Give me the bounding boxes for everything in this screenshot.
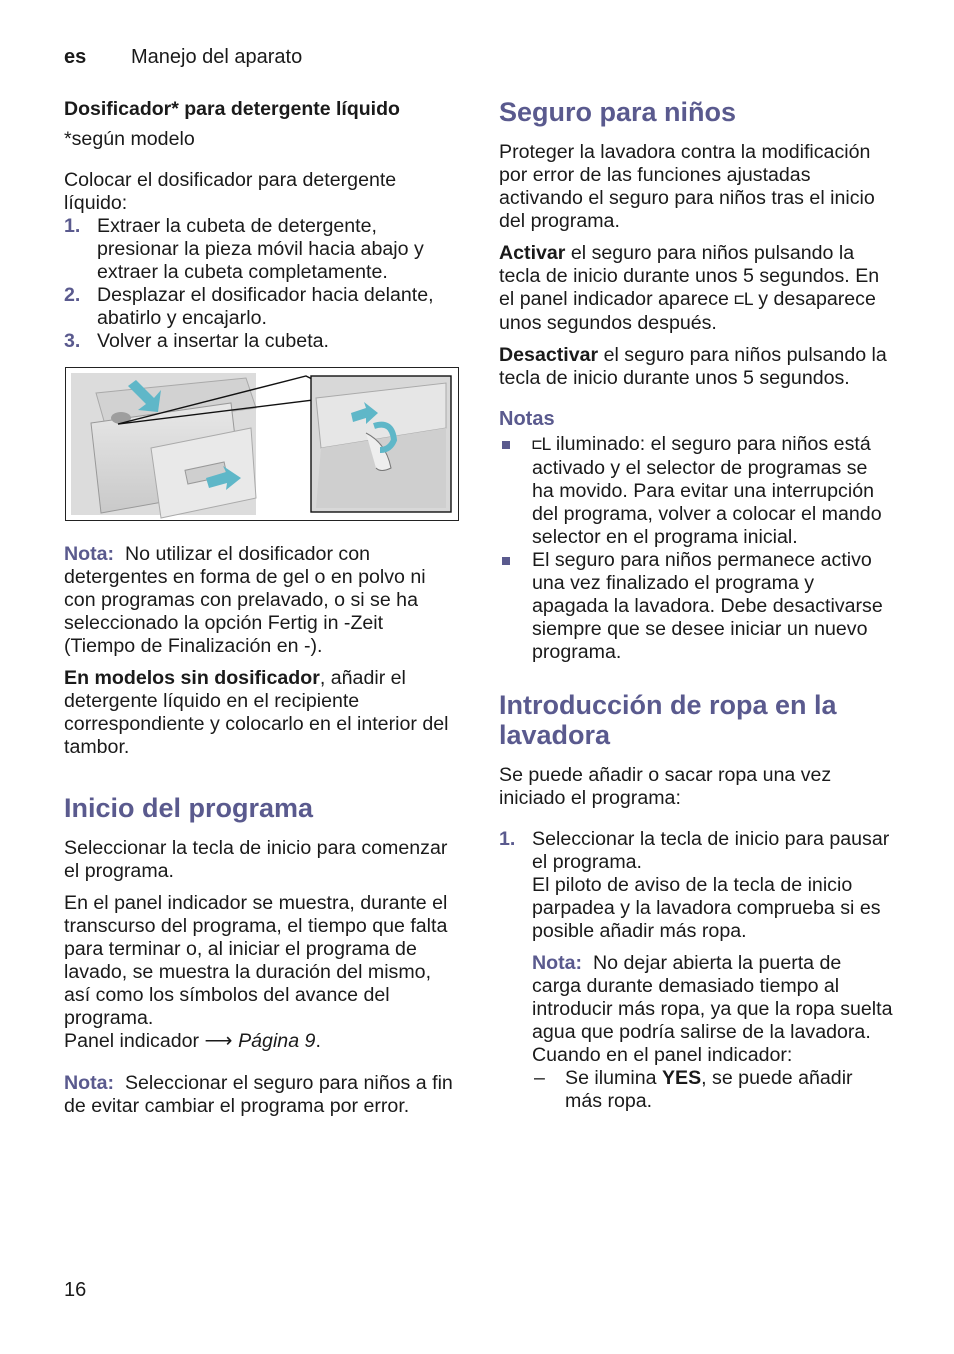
dosificador-steps — [64, 215, 459, 353]
dash-text: , se puede añadir más ropa. — [565, 1067, 853, 1112]
dash-text: Se ilumina — [565, 1067, 662, 1089]
sin-dosificador-paragraph — [64, 667, 459, 759]
paragraph-text: el seguro para niños pulsando la tecla de inicio durante unos 5 segundos. — [499, 344, 887, 389]
seguro-p1: Proteger la lavadora contra la modificación por error de las funciones ajustadas activando el seguro para niños tras el inicio del programa. — [499, 141, 875, 232]
segun-modelo-note: *según modelo — [64, 128, 195, 150]
left-column — [64, 98, 459, 353]
step-text: Seleccionar la tecla de inicio para pausar el programa. — [532, 828, 890, 873]
arrow-icon: ⟶ — [204, 1030, 233, 1052]
step-number: 1. — [64, 215, 81, 237]
bold-lead: Desactivar — [499, 344, 599, 366]
step-text: Desplazar el dosificador hacia delante, abatirlo y encajarlo. — [97, 284, 434, 329]
list-item — [499, 433, 894, 549]
step-number: 1. — [499, 828, 516, 850]
notas-heading: Notas — [499, 408, 555, 430]
inicio-heading: Inicio del programa — [64, 793, 314, 823]
paragraph-text: y desaparece unos segundos después. — [499, 288, 876, 334]
list-item — [64, 330, 459, 353]
right-column — [499, 97, 894, 1113]
list-item — [64, 284, 459, 330]
panel-ref-text: Panel indicador — [64, 1030, 200, 1052]
dosificador-intro: Colocar el dosificador para detergente líquido: — [64, 169, 397, 214]
step-text: Volver a insertar la cubeta. — [97, 330, 329, 352]
introduccion-intro: Se puede añadir o sacar ropa una vez iniciado el programa: — [499, 764, 832, 809]
panel-ref-end: . — [315, 1030, 321, 1052]
child-lock-icon: ⊏L — [532, 435, 551, 455]
list-item — [499, 549, 894, 664]
page-link[interactable]: Página 9 — [238, 1030, 316, 1052]
inicio-p2: En el panel indicador se muestra, durante el transcurso del programa, el tiempo que falta para terminar o, al iniciar el programa de lavado, se muestra la duración del mismo, así como los símbolos del avance del programa. — [64, 892, 448, 1029]
child-lock-icon: ⊏L — [734, 290, 753, 310]
dispenser-drawing — [66, 368, 458, 520]
left-column-lower — [64, 543, 459, 1118]
bold-lead: En modelos sin dosificador — [64, 667, 320, 689]
panel-ref — [64, 1030, 459, 1053]
seguro-heading: Seguro para niños — [499, 97, 737, 127]
introduccion-steps — [499, 828, 894, 1113]
bullet-text: iluminado: el seguro para niños está activado y el selector de programas se ha movido. Para evitar una interrupción del programa, volver a colocar el mando selector en el programa inicial. — [532, 433, 882, 548]
dash-icon: – — [534, 1067, 545, 1089]
list-item — [499, 828, 894, 1113]
nota-dosificador — [64, 543, 459, 658]
list-item — [532, 1067, 894, 1113]
step-number: 2. — [64, 284, 81, 306]
bullet-icon — [502, 557, 510, 565]
dosificador-heading: Dosificador* para detergente líquido — [64, 98, 400, 120]
note-text: No utilizar el dosificador con detergentes en forma de gel o en polvo ni con programas con prelavado, o si se ha seleccionado la opción Fertig in -Zeit (Tiempo de Finalización en -). — [64, 543, 426, 657]
introduccion-heading: Introducción de ropa en la lavadora — [499, 690, 837, 750]
desactivar-paragraph — [499, 344, 894, 390]
bullet-text: El seguro para niños permanece activo una vez finalizado el programa y apagada la lavadora. Debe desactivarse siempre que se desee iniciar un nuevo programa. — [532, 549, 883, 663]
bold-lead: Activar — [499, 242, 566, 264]
list-item — [64, 215, 459, 284]
paragraph-text: el seguro para niños pulsando la tecla de inicio durante unos 5 segundos. En el panel indicador aparece — [499, 242, 880, 310]
note-text: Seleccionar el seguro para niños a fin de evitar cambiar el programa por error. — [64, 1072, 453, 1117]
note-label: Nota: — [64, 543, 115, 565]
dispenser-illustration — [65, 367, 459, 521]
language-code: es — [64, 46, 87, 68]
page-number: 16 — [64, 1279, 87, 1301]
paragraph-text: , añadir el detergente líquido en el recipiente correspondiente y colocarlo en el interior del tambor. — [64, 667, 449, 758]
note-label: Nota: — [64, 1072, 115, 1094]
bullet-icon — [502, 441, 510, 449]
step-number: 3. — [64, 330, 81, 352]
activar-paragraph — [499, 242, 894, 335]
cuando-text: Cuando en el panel indicador: — [532, 1044, 793, 1066]
inicio-p1: Seleccionar la tecla de inicio para comenzar el programa. — [64, 837, 448, 882]
note-text: No dejar abierta la puerta de carga durante demasiado tiempo al introducir más ropa, ya que la ropa suelta agua que podría salirse de la lavadora. — [532, 952, 893, 1043]
step-text: Extraer la cubeta de detergente, presionar la pieza móvil hacia abajo y extraer la cubeta completamente. — [97, 215, 424, 283]
section-header: Manejo del aparato — [131, 46, 303, 68]
notas-list — [499, 433, 894, 664]
note-label: Nota: — [532, 952, 583, 974]
yes-label: YES — [661, 1067, 702, 1089]
nota-inicio — [64, 1072, 459, 1118]
step-result: El piloto de aviso de la tecla de inicio parpadea y la lavadora comprueba si es posible añadir más ropa. — [532, 874, 881, 942]
nota-ropa — [532, 952, 894, 1044]
